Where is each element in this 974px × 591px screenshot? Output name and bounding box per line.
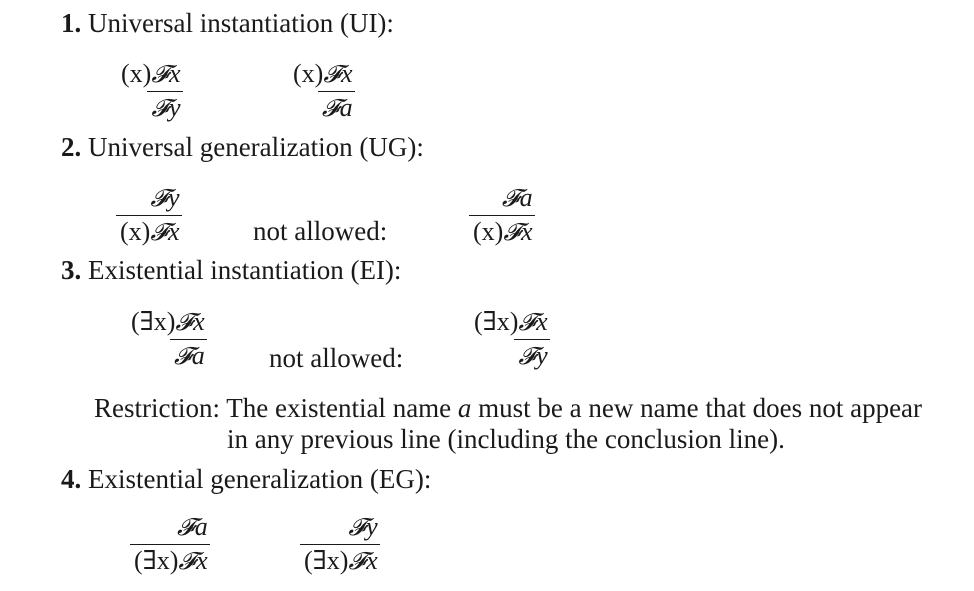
ei-example <box>127 308 207 370</box>
conclusion: 𝓕y <box>514 339 549 370</box>
premise: (x)𝓕x <box>293 59 353 88</box>
eg-example-2 <box>300 513 380 575</box>
conclusion: (∃x)𝓕x <box>130 544 210 575</box>
premise: (x)𝓕x <box>121 59 181 88</box>
not-allowed-label: not allowed: <box>269 343 404 373</box>
ui-example-1 <box>117 60 183 122</box>
rule-3-heading: 3. Existential instantiation (EI): <box>61 255 402 285</box>
premise: 𝓕y <box>150 183 180 212</box>
conclusion: 𝓕a <box>170 339 207 370</box>
premise: (∃x)𝓕x <box>131 307 205 336</box>
rule-number: 1. <box>61 8 82 38</box>
not-allowed-label: not allowed: <box>253 216 388 246</box>
conclusion: (∃x)𝓕x <box>300 544 380 575</box>
ug-not-allowed-example <box>469 184 535 246</box>
restriction-note: Restriction: The existential name a must be a new name that does not appear in any previous line (including the conclusion line). <box>94 393 923 454</box>
premise: (∃x)𝓕x <box>474 307 548 336</box>
ug-example <box>116 184 182 246</box>
conclusion: 𝓕a <box>318 91 355 122</box>
eg-example-1 <box>130 513 210 575</box>
premise: 𝓕y <box>348 512 378 541</box>
ei-not-allowed-example <box>470 308 550 370</box>
rule-2-heading: 2. Universal generalization (UG): <box>61 132 424 162</box>
conclusion: 𝓕y <box>147 91 182 122</box>
conclusion: (x)𝓕x <box>469 215 535 246</box>
rule-title: Universal instantiation (UI): <box>88 8 394 38</box>
premise: 𝓕a <box>501 183 533 212</box>
conclusion: (x)𝓕x <box>116 215 182 246</box>
rule-4-heading: 4. Existential generalization (EG): <box>61 464 432 494</box>
ui-example-2 <box>289 60 355 122</box>
rule-1-heading <box>61 8 394 38</box>
premise: 𝓕a <box>176 512 208 541</box>
